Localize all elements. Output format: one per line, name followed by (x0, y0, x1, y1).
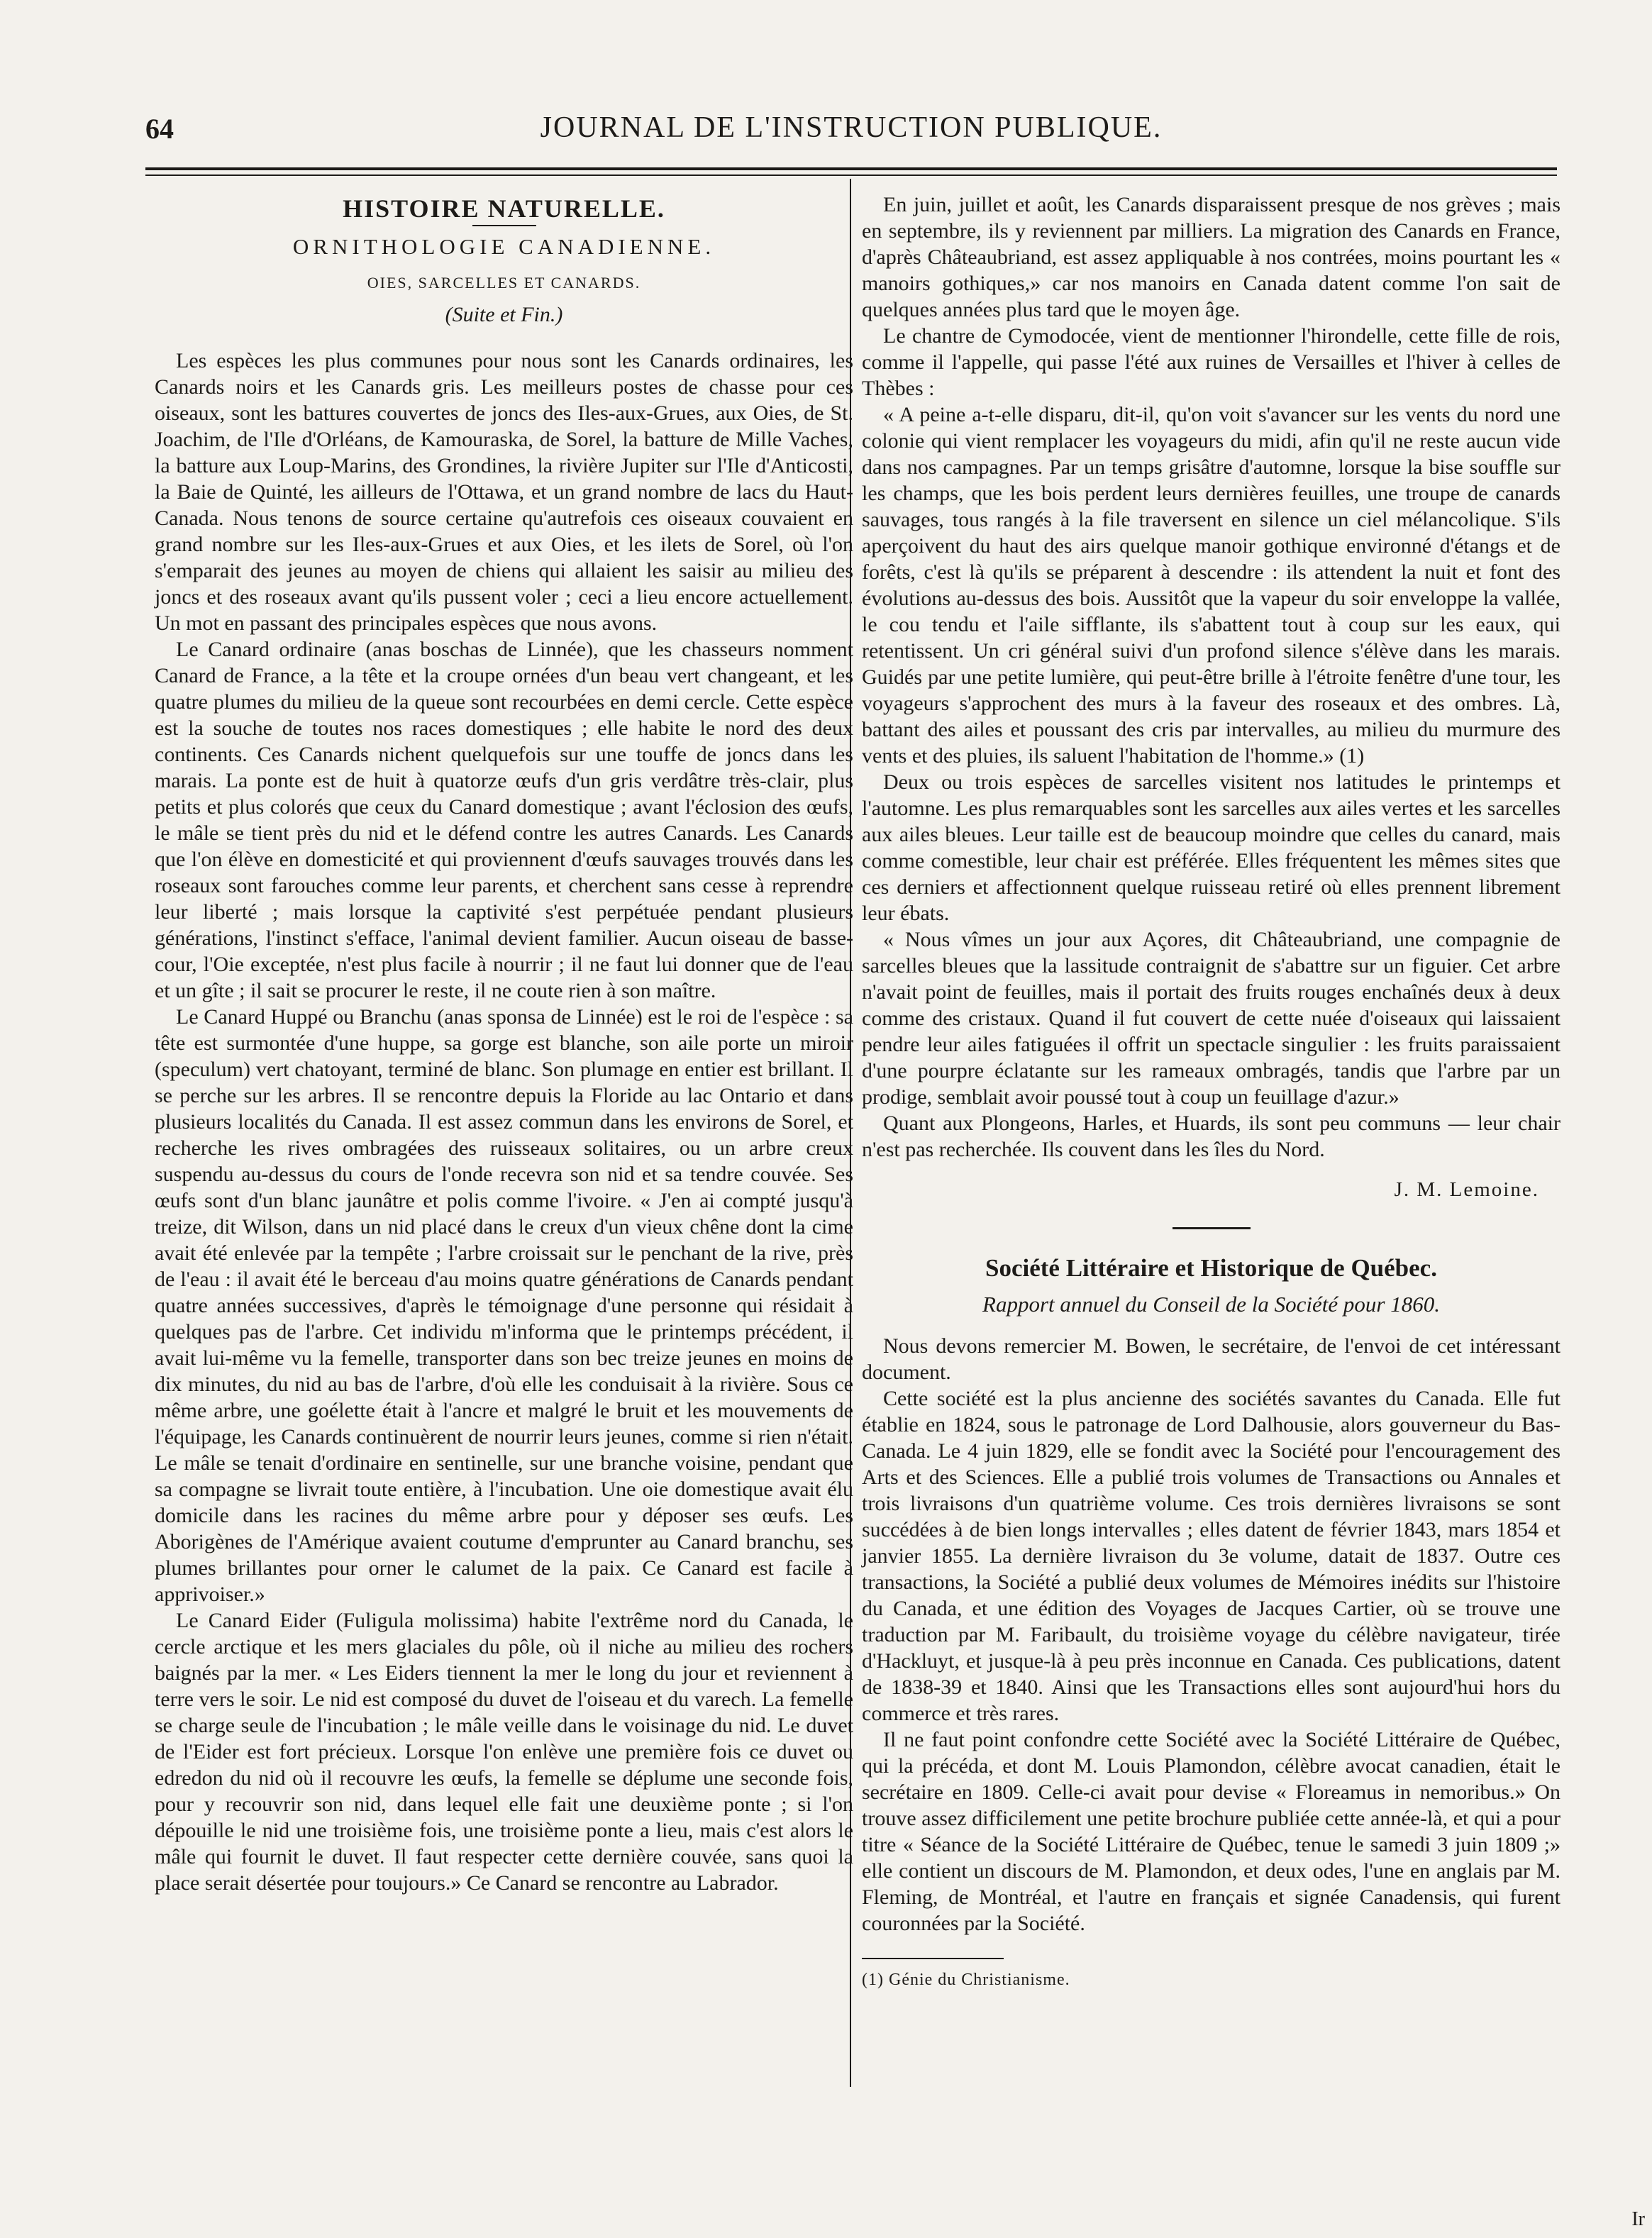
paragraph: « Nous vîmes un jour aux Açores, dit Châteaubriand, une compagnie de sarcelles bleues que la lassitude contraignit de s'abattre sur un figuier. Cet arbre n'avait point de feuilles, mais il portait des fruits rouges enchaînés deux à deux comme des cristaux. Quand il fut couvert de cette nuée d'oiseaux qui laissaient pendre leur ailes fatiguées il offrit un spectacle singulier : les fruits paraissaient d'une pourpre éclatante sur les rameaux ombragés, tandis que l'arbre par un prodige, semblait avoir poussé tout à coup un feuillage d'azur.» (862, 928, 1560, 1109)
continuation-note: (Suite et Fin.) (445, 303, 563, 326)
paragraph: Le Canard Eider (Fuligula molissima) habite l'extrême nord du Canada, le cercle arctique et les mers glaciales du pôle, où il niche au milieu des rochers baignés par la mer. « Les Eiders tiennent la mer le long du jour et reviennent à terre vers le soir. Le nid est composé du duvet de l'oiseau et du varech. La femelle se charge seule de l'incubation ; le mâle veille dans le voisinage du nid. Le duvet de l'Eider est fort précieux. Lorsque l'on enlève une première fois ce duvet ou edredon du nid où il recouvre les œufs, la femelle se déplume une seconde fois, pour y recouvrir son nid, dans lequel elle fait une deuxième ponte ; si l'on dépouille le nid une troisième fois, une troisième ponte a lieu, mais c'est alors le mâle qui fournit le duvet. Il faut respecter cette dernière couvée, sans quoi la place serait désertée pour toujours.» Ce Canard se rencontre au Labrador. (155, 1609, 853, 1895)
paragraph: Quant aux Plongeons, Harles, et Huards, ils sont peu communs — leur chair n'est pas recherchée. Ils couvent dans les îles du Nord. (862, 1112, 1560, 1161)
paragraph: Le Canard Huppé ou Branchu (anas sponsa de Linnée) est le roi de l'espèce : sa tête est surmontée d'une huppe, sa gorge est blanche, son aile porte un miroir (speculum) vert chatoyant, terminé de blanc. Son plumage en entier est brillant. Il se perche sur les arbres. Il se rencontre depuis la Floride au lac Ontario et dans plusieurs localités du Canada. Il est assez commun dans les environs de Sorel, et recherche les rives ombragées des ruisseaux solitaires, ou un arbre creux suspendu au-dessus du cours de l'onde recevra son nid et sa tendre couvée. Ses œufs sont d'un blanc jaunâtre et polis comme l'ivoire. « J'en ai compté jusqu'à treize, dit Wilson, dans un nid placé dans le creux d'un vieux chêne dont la cime avait été enlevée par la tempête ; l'arbre croissait sur le penchant de la rive, près de l'eau : il avait été le berceau d'au moins quatre générations de Canards pendant quatre années successives, d'après le témoignage d'une personne qui résidait à quelques pas de l'arbre. Cet individu m'informa que le printemps précédent, il avait lui-même vu la femelle, transporter dans son bec treize jeunes en moins de dix minutes, du nid au bas de l'arbre, d'où elle les conduisait à la rivière. Sous ce même arbre, une goélette était à l'ancre et malgré le bruit et les mouvements de l'équipage, les Canards continuèrent de nourrir leurs jeunes, comme si rien n'était. Le mâle se tenait d'ordinaire en sentinelle, sur une branche voisine, pendant que sa compagne se livrait toute entière, à l'incubation. Une oie domestique avait élu domicile dans les racines du même arbre pour y déposer ses œufs. Les Aborigènes de l'Amérique avaient coutume d'emprunter au Canard branchu, ses plumes brillantes pour orner le calumet de la paix. Ce Canard est facile à apprivoiser.» (155, 1005, 853, 1606)
paragraph: Deux ou trois espèces de sarcelles visitent nos latitudes le printemps et l'automne. Les plus remarquables sont les sarcelles aux ailes vertes et les sarcelles aux ailes bleues. Leur taille est de beaucoup moindre que celles du canard, mais comme comestible, leur chair est préférée. Elles fréquentent les mêmes sites que ces derniers et affectionnent quelque ruisseau retiré où elles prennent librement leur ébats. (862, 770, 1560, 925)
section-separator (1173, 1227, 1251, 1229)
page-corner-mark: Ir (1631, 2208, 1645, 2230)
section-title: HISTOIRE NATURELLE. (343, 194, 665, 223)
left-column (155, 192, 853, 1896)
page-header (145, 106, 1557, 156)
paragraph: Le chantre de Cymodocée, vient de mentionner l'hirondelle, cette fille de rois, comme il l'appelle, qui passe l'été aux ruines de Versailles et l'hiver à celles de Thèbes : (862, 324, 1560, 400)
paragraph: Nous devons remercier M. Bowen, le secrétaire, de l'envoi de cet intéressant document. (862, 1334, 1560, 1384)
article-subsubtitle: OIES, SARCELLES ET CANARDS. (367, 274, 641, 292)
society-subtitle: Rapport annuel du Conseil de la Société pour 1860. (982, 1292, 1440, 1317)
paragraph: Il ne faut point confondre cette Société avec la Société Littéraire de Québec, qui la précéda, et dont M. Louis Plamondon, célèbre avocat canadien, était le secrétaire en 1809. Celle-ci avait pour devise « Floreamus in nemoribus.» On trouve assez difficilement une petite brochure publiée cette année-là, et qui a pour titre « Séance de la Société Littéraire de Québec, tenue le samedi 3 juin 1809 ;» elle contient un discours de M. Plamondon, et deux odes, l'une en anglais par M. Fleming, de Montréal, et l'autre en français et signée Canadensis, qui furent couronnées par la Société. (862, 1728, 1560, 1935)
right-column (862, 192, 1560, 1990)
paragraph: Cette société est la plus ancienne des sociétés savantes du Canada. Elle fut établie en 1824, sous le patronage de Lord Dalhousie, alors gouverneur du Bas-Canada. Le 4 juin 1829, elle se fondit avec la Société pour l'encouragement des Arts et des Sciences. Elle a publié trois volumes de Transactions ou Annales et trois livraisons d'un quatrième volume. Ces trois dernières livraisons se sont succédées à de bien longs intervalles ; elles datent de février 1843, mars 1854 et janvier 1855. La dernière livraison du 3e volume, datait de 1837. Outre ces transactions, la Société a publié deux volumes de Mémoires inédits sur l'histoire du Canada, et une édition des Voyages de Jacques Cartier, où se trouve une traduction par M. Faribault, du troisième voyage du célèbre navigateur, tirée d'Hackluyt, et jusque-là à peu près inconnue en Canada. Ces publications, datent de 1838-39 et 1840. Ainsi que les Transactions elles sont aujourd'hui hors du commerce et très rares. (862, 1387, 1560, 1725)
footnote-rule (862, 1958, 1004, 1959)
author-signature: J. M. Lemoine. (1394, 1178, 1539, 1201)
footnote: (1) Génie du Christianisme. (862, 1971, 1070, 1989)
paragraph: « A peine a-t-elle disparu, dit-il, qu'on voit s'avancer sur les vents du nord une colonie qui vient remplacer les voyageurs du midi, afin qu'il ne reste aucun vide dans nos campagnes. Par un temps grisâtre d'automne, lorsque la bise souffle sur les champs, que les bois perdent leurs dernières feuilles, une troupe de canards sauvages, tous rangés à la file traversent en silence un ciel mélancolique. S'ils aperçoivent du haut des airs quelque manoir gothique environné d'étangs et de forêts, c'est là qu'ils se préparent à descendre : ils attendent la nuit et font des évolutions au-dessus des bois. Aussitôt que la vapeur du soir enveloppe la vallée, le cou tendu et l'aile sifflante, ils s'abattent tout à coup sur les eaux, qui retentissent. Un cri général suivi d'un profond silence s'élève dans les marais. Guidés par une petite lumière, qui peut-être brille à l'étroite fenêtre d'une tour, les voyageurs s'approchent des murs à la faveur des roseaux et des ombres. Là, battant des ailes et poussant des cris par intervalles, au milieu du murmure des vents et des pluies, ils saluent l'habitation de l'homme.» (1) (862, 403, 1560, 768)
paragraph: Les espèces les plus communes pour nous sont les Canards ordinaires, les Canards noirs et les Canards gris. Les meilleurs postes de chasse pour ces oiseaux, sont les battures couvertes de joncs des Iles-aux-Grues, aux Oies, de St. Joachim, de l'Ile d'Orléans, de Kamouraska, de Sorel, la batture de Mille Vaches, la batture aux Loup-Marins, des Grondines, la rivière Jupiter sur l'Ile d'Anticosti, la Baie de Quinté, les ailleurs de l'Ottawa, et un grand nombre de lacs du Haut-Canada. Nous tenons de source certaine qu'autrefois ces oiseaux couvaient en grand nombre sur les Iles-aux-Grues et aux Oies, et les ilets de Sorel, où l'on s'emparait des jeunes au moyen de chiens qui allaient les saisir au milieu des joncs et des roseaux avant qu'ils pussent voler ; ceci a lieu encore actuellement. Un mot en passant des principales espèces que nous avons. (155, 349, 853, 635)
paragraph: Le Canard ordinaire (anas boschas de Linnée), que les chasseurs nomment Canard de France, a la tête et la croupe ornées d'un beau vert changeant, et les quatre plumes du milieu de la queue sont recourbées en demi cercle. Cette espèce est la souche de toutes nos races domestiques ; elle habite le nord des deux continents. Ces Canards nichent quelquefois sur une touffe de joncs dans les marais. La ponte est de huit à quatorze œufs d'un gris verdâtre très-clair, plus petits et plus colorés que ceux du Canard domestique ; avant l'éclosion des œufs, le mâle se tient près du nid et le défend contre les autres Canards. Les Canards que l'on élève en domesticité et qui proviennent d'œufs sauvages trouvés dans les roseaux sont farouches comme leur parents, et cherchent sans cesse à reprendre leur liberté ; mais lorsque la captivité s'est perpétuée pendant plusieurs générations, l'instinct s'efface, l'animal devient familier. Aucun oiseau de basse-cour, l'Oie exceptée, n'est plus facile à nourrir ; il ne faut lui donner que de l'eau et un gîte ; il sait se procurer le reste, il ne coute rien à son maître. (155, 638, 853, 1002)
paragraph: En juin, juillet et août, les Canards disparaissent presque de nos grèves ; mais en septembre, ils y reviennent par milliers. La migration des Canards en France, d'après Châteaubriand, est assez appliquable à nos contrées, moins pourtant les « manoirs gothiques,» car nos manoirs en Canada datent comme l'on sait de quelques années plus tard que le moyen âge. (862, 193, 1560, 321)
article-subtitle: ORNITHOLOGIE CANADIENNE. (292, 234, 716, 259)
running-title: JOURNAL DE L'INSTRUCTION PUBLIQUE. (540, 111, 1163, 144)
page-number: 64 (145, 113, 174, 145)
society-title: Société Littéraire et Historique de Québec. (985, 1254, 1437, 1282)
title-rule (472, 225, 536, 226)
header-double-rule (145, 167, 1557, 176)
